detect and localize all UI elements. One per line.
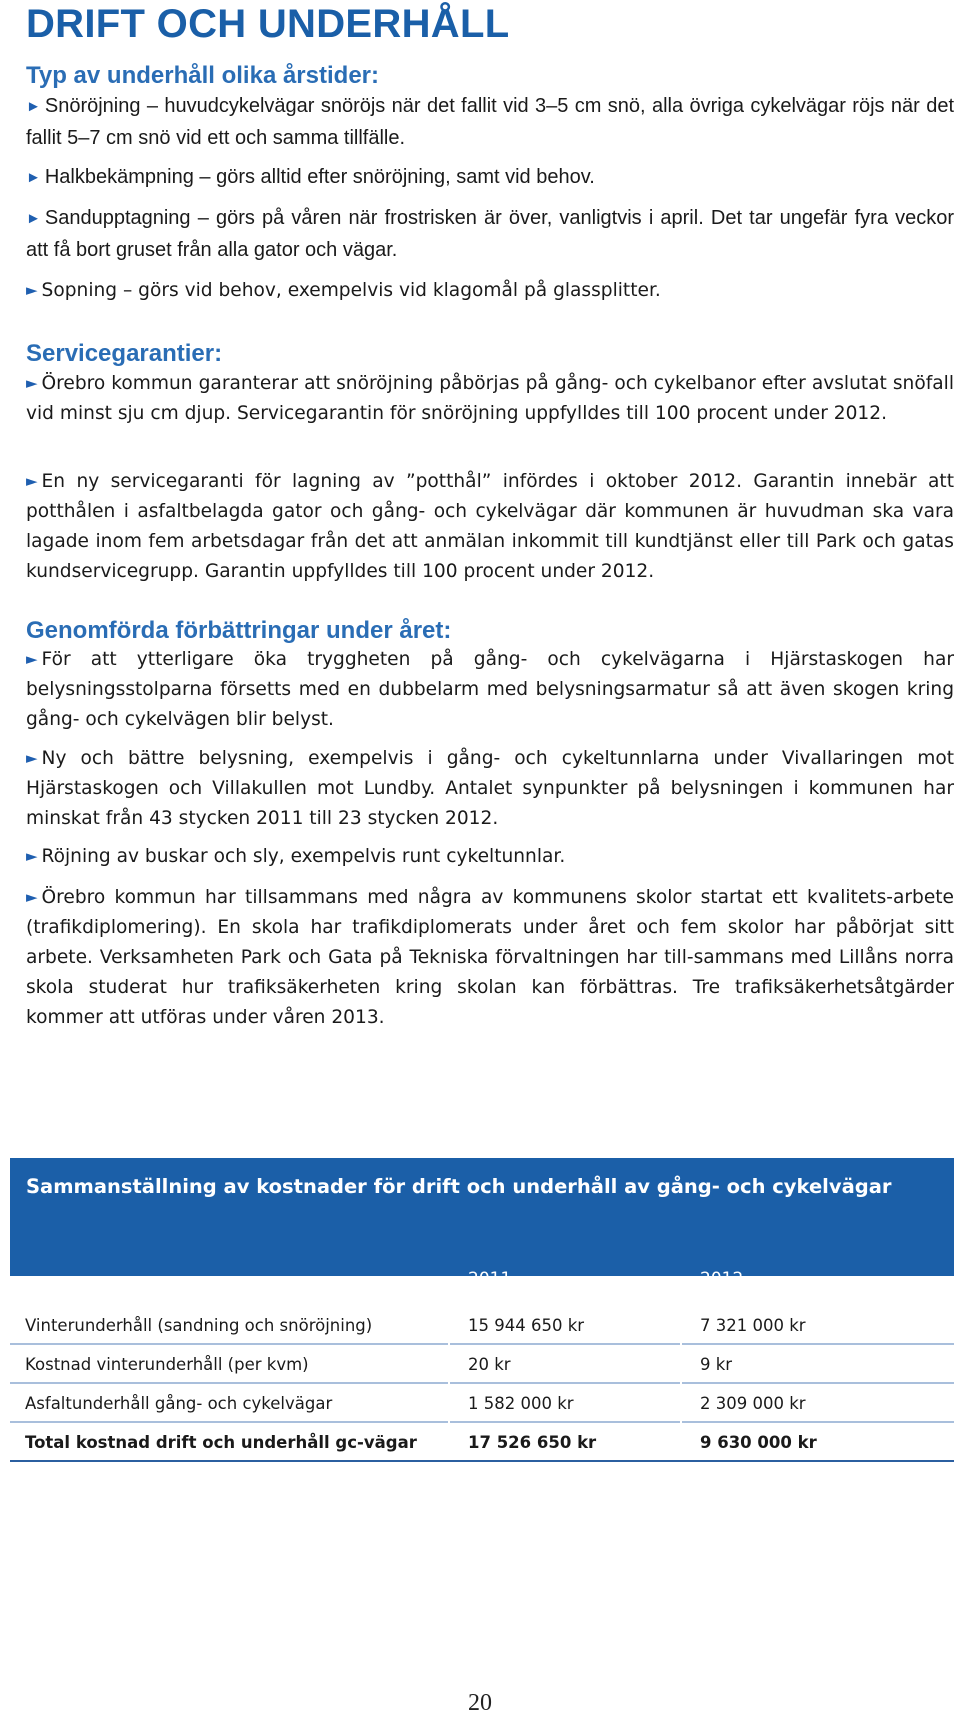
table-row <box>10 1382 954 1423</box>
table-cell: 15 944 650 kr <box>468 1316 585 1335</box>
arrow-bullet-icon: ► <box>26 472 38 490</box>
table-row <box>10 1304 954 1345</box>
list-item: ► Röjning av buskar och sly, exempelvis runt cykeltunnlar. <box>26 846 566 867</box>
table-title: Sammanställning av kostnader för drift och underhåll av gång- och cykelvägar <box>26 1175 892 1198</box>
arrow-bullet-icon: ► <box>26 98 41 115</box>
table-cell: 17 526 650 kr <box>468 1433 597 1452</box>
table-header-cell: 2011 <box>468 1269 512 1289</box>
table-cell: 9 kr <box>700 1355 733 1374</box>
page-number: 20 <box>468 1690 492 1716</box>
table-cell: 20 kr <box>468 1355 511 1374</box>
section-heading-service-guarantees: Servicegarantier: <box>26 340 223 367</box>
arrow-bullet-icon: ► <box>26 749 38 767</box>
list-item: ► Sandupptagning – görs på våren när frostrisken är över, vanligtvis i april. Det tar ungefär fyra veckor att få bort gruset från alla gator och vägar. <box>26 207 954 261</box>
table-header-cell: 2012 <box>700 1269 744 1289</box>
list-item: ► Halkbekämpning – görs alltid efter snöröjning, samt vid behov. <box>26 166 595 188</box>
arrow-bullet-icon: ► <box>26 650 38 668</box>
arrow-bullet-icon: ► <box>26 281 38 299</box>
list-item: ► Snöröjning – huvudcykelvägar snöröjs när det fallit vid 3–5 cm snö, alla övriga cykelvägar röjs när det fallit 5–7 cm snö vid ett och samma tillfälle. <box>26 95 954 149</box>
table-cell: Vinterunderhåll (sandning och snöröjning) <box>25 1316 373 1335</box>
table-cell: 9 630 000 kr <box>700 1433 817 1452</box>
arrow-bullet-icon: ► <box>26 888 38 906</box>
table-cell: 7 321 000 kr <box>700 1316 806 1335</box>
list-item: ► Örebro kommun har tillsammans med några av kommunens skolor startat ett kvalitets-arbete (trafikdiplomering). En skola har trafikdiplomerats under året och fem skolor har påbörjat sitt arbete. Verksamheten Park och Gata på Tekniska förvaltningen har till-sammans med Lillåns norra skola studerat hur trafiksäkerheten kring skolan kan förbättras. Tre trafiksäkerhetsåtgärder kommer att utföras under våren 2013. <box>26 887 954 1028</box>
arrow-bullet-icon: ► <box>26 374 38 392</box>
arrow-bullet-icon: ► <box>26 210 41 227</box>
arrow-bullet-icon: ► <box>26 847 38 865</box>
list-item: ► Sopning – görs vid behov, exempelvis vid klagomål på glassplitter. <box>26 280 661 301</box>
table-header-row <box>10 1257 954 1303</box>
section-heading-improvements: Genomförda förbättringar under året: <box>26 617 452 644</box>
list-item: ► För att ytterligare öka tryggheten på gång- och cykelvägarna i Hjärstaskogen har belysningsstolparna försetts med en dubbelarm med belysningsarmatur så att även skogen kring gång- och cykelvägen blir belyst. <box>26 649 954 730</box>
table-cell: Asfaltunderhåll gång- och cykelvägar <box>25 1394 333 1413</box>
arrow-bullet-icon: ► <box>26 169 41 186</box>
table-cell: 2 309 000 kr <box>700 1394 806 1413</box>
table-row <box>10 1343 954 1384</box>
list-item: ► Örebro kommun garanterar att snöröjning påbörjas på gång- och cykelbanor efter avslutat snöfall vid minst sju cm djup. Servicegarantin för snöröjning uppfylldes till 100 procent under 2012. <box>26 373 954 424</box>
section-heading-maintenance-types: Typ av underhåll olika årstider: <box>26 62 379 89</box>
list-item: ► Ny och bättre belysning, exempelvis i gång- och cykeltunnlarna under Vivallaringen mot Hjärstaskogen och Villakullen mot Lundby. Antalet synpunkter på belysningen i kommunen har minskat från 43 stycken 2011 till 23 stycken 2012. <box>26 748 954 829</box>
list-item: ► En ny servicegaranti för lagning av ”potthål” infördes i oktober 2012. Garantin innebär att potthålen i asfaltbelagda gator och gång- och cykelvägar där kommunen är huvudman ska vara lagade inom fem arbetsdagar från det att anmälan inkommit till kundtjänst eller till Park och gatas kundservicegrupp. Garantin uppfylldes till 100 procent under 2012. <box>26 471 954 582</box>
page-title: DRIFT OCH UNDERHÅLL <box>26 2 510 46</box>
table-cell: Kostnad vinterunderhåll (per kvm) <box>25 1355 309 1374</box>
table-cell: 1 582 000 kr <box>468 1394 574 1413</box>
table-cell: Total kostnad drift och underhåll gc-vägar <box>25 1433 417 1452</box>
table-row-total <box>10 1421 954 1462</box>
